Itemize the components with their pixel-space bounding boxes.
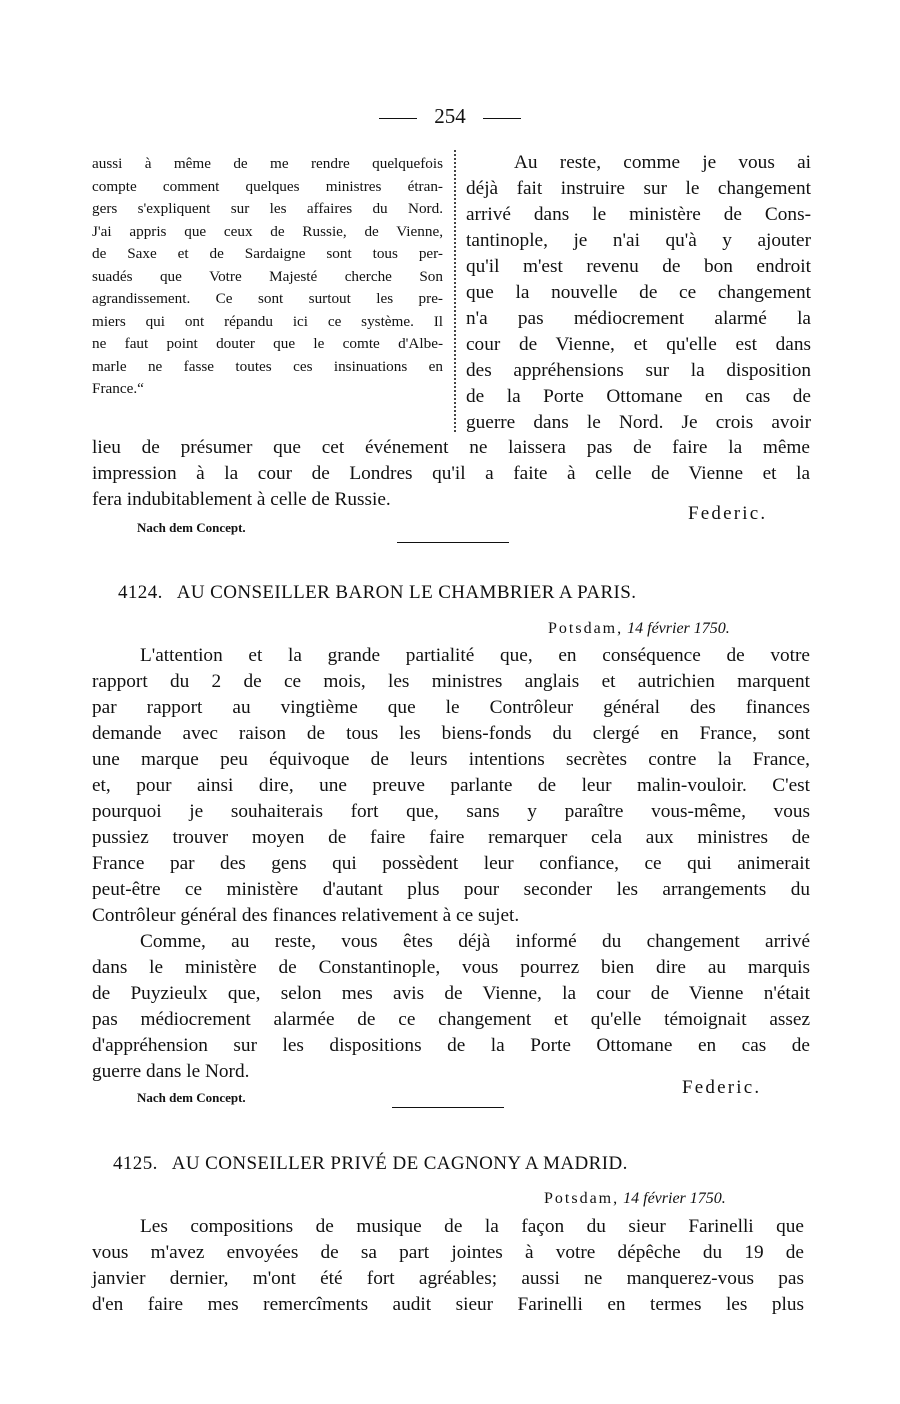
right-column-line: n'a pas médiocrement alarmé la bbox=[466, 308, 811, 329]
page-header bbox=[0, 104, 900, 129]
letter-line: demande avec raison de tous les biens-fonds du clergé en France, sont bbox=[92, 723, 810, 744]
letter-line: peut-être ce ministère d'autant plus pour seconder les arrangements du bbox=[92, 879, 810, 900]
right-column-line: qu'il m'est revenu de bon endroit bbox=[466, 256, 811, 277]
left-column-line: suadés que Votre Majesté cherche Son bbox=[92, 267, 443, 285]
letter-number: 4125. bbox=[113, 1153, 158, 1174]
right-column-line: que la nouvelle de ce changement bbox=[466, 282, 811, 303]
letter-line: une marque peu équivoque de leurs intentions secrètes contre la France, bbox=[92, 749, 810, 770]
letter-line: janvier dernier, m'ont été fort agréables; aussi ne manquerez-vous pas bbox=[92, 1268, 804, 1289]
left-column-line: aussi à même de me rendre quelquefois bbox=[92, 155, 443, 172]
letter-line-text: L'attention et la grande partialité que, en conséquence de votre bbox=[140, 645, 810, 666]
letter-line: d'en faire mes remercîments audit sieur Farinelli en termes les plus bbox=[92, 1294, 804, 1315]
letter-4124-paragraph-2 bbox=[92, 929, 810, 1085]
letter-line: pas médiocrement alarmée de ce changement et qu'elle témoignait assez bbox=[92, 1009, 810, 1030]
right-column-line: des appréhensions sur la disposition bbox=[466, 360, 811, 381]
section-rule bbox=[392, 1107, 504, 1108]
left-column-line: de Saxe et de Sardaigne sont tous per- bbox=[92, 245, 443, 262]
left-column-line: marle ne fasse toutes ces insinuations en bbox=[92, 357, 443, 375]
letter-line: Comme, au reste, vous êtes déjà informé du changement arrivé bbox=[140, 931, 810, 952]
left-column-line: agrandissement. Ce sont surtout les pre- bbox=[92, 290, 443, 307]
right-column-line: Au reste, comme je vous ai bbox=[514, 152, 811, 173]
continuation-line: fera indubitablement à celle de Russie. bbox=[92, 489, 391, 510]
left-column-line: compte comment quelques ministres étran- bbox=[92, 177, 443, 195]
section-rule bbox=[397, 542, 509, 543]
dateline-date: 14 février 1750. bbox=[623, 1190, 726, 1207]
header-dash-left bbox=[379, 118, 417, 119]
continuation-line: lieu de présumer que cet événement ne laissera pas de faire la même bbox=[92, 437, 810, 458]
right-column-line: déjà fait instruire sur le changement bbox=[466, 178, 811, 199]
dateline-place: Potsdam, bbox=[544, 1190, 620, 1207]
column-divider bbox=[454, 150, 456, 432]
left-column-quote bbox=[92, 153, 443, 401]
continuation-paragraph bbox=[92, 435, 810, 513]
right-column-line: tantinople, je n'ai qu'à y ajouter bbox=[466, 230, 811, 251]
left-column-line: J'ai appris que ceux de Russie, de Vienne, bbox=[92, 222, 443, 240]
letter-4125-paragraph-1 bbox=[92, 1214, 804, 1318]
right-column-line: cour de Vienne, et qu'elle est dans bbox=[466, 334, 811, 355]
dateline-place: Potsdam, bbox=[548, 620, 624, 637]
left-column-line: gers s'expliquent sur les affaires du Nord. bbox=[92, 200, 443, 217]
continuation-line: impression à la cour de Londres qu'il a faite à celle de Vienne et la bbox=[92, 463, 810, 484]
right-column-line: guerre dans le Nord. Je crois avoir bbox=[466, 412, 811, 433]
signature: Federic. bbox=[688, 503, 768, 524]
dateline-date: 14 février 1750. bbox=[627, 620, 730, 637]
letter-line: Contrôleur général des finances relativement à ce sujet. bbox=[92, 905, 520, 926]
right-column-text bbox=[466, 150, 811, 436]
letter-recipient: AU CONSEILLER PRIVÉ DE CAGNONY A MADRID. bbox=[171, 1153, 628, 1174]
letter-line: guerre dans le Nord. bbox=[92, 1061, 250, 1082]
letter-line: rapport du 2 de ce mois, les ministres anglais et autrichien marquent bbox=[92, 671, 810, 692]
signature: Federic. bbox=[682, 1077, 762, 1098]
letter-number: 4124. bbox=[118, 582, 163, 603]
letter-line: pussiez trouver moyen de faire faire remarquer cela aux ministres de bbox=[92, 827, 810, 848]
letter-line: vous m'avez envoyées de sa part jointes à votre dépêche du 19 de bbox=[92, 1242, 804, 1263]
letter-line: et, pour ainsi dire, une preuve parlante de leur malin-vouloir. C'est bbox=[92, 775, 810, 796]
dateline-4125 bbox=[544, 1190, 726, 1208]
letter-line: par rapport au vingtième que le Contrôleur général des finances bbox=[92, 697, 810, 718]
concept-note: Nach dem Concept. bbox=[137, 1090, 246, 1105]
page-number: 254 bbox=[434, 104, 466, 128]
two-column-section bbox=[92, 150, 814, 435]
header-dash-right bbox=[483, 118, 521, 119]
letter-line: de Puyzieulx que, selon mes avis de Vienne, la cour de Vienne n'était bbox=[92, 983, 810, 1004]
dateline-4124 bbox=[548, 620, 730, 638]
letter-heading-4125 bbox=[113, 1153, 628, 1175]
left-column-line: ne faut point douter que le comte d'Albe- bbox=[92, 335, 443, 352]
letter-line: dans le ministère de Constantinople, vous pourrez bien dire au marquis bbox=[92, 957, 810, 978]
left-column-line: miers qui ont répandu ici ce système. Il bbox=[92, 312, 443, 330]
letter-line: d'appréhension sur les dispositions de la Porte Ottomane en cas de bbox=[92, 1035, 810, 1056]
letter-line: Les compositions de musique de la façon du sieur Farinelli que bbox=[140, 1216, 804, 1237]
concept-note: Nach dem Concept. bbox=[137, 520, 246, 535]
letter-recipient: AU CONSEILLER BARON LE CHAMBRIER A PARIS. bbox=[176, 582, 637, 603]
letter-heading-4124 bbox=[118, 582, 636, 604]
letter-line: pourquoi je souhaiterais fort que, sans y paraître vous-même, vous bbox=[92, 801, 810, 822]
letter-line bbox=[92, 643, 810, 669]
right-column-line: arrivé dans le ministère de Cons- bbox=[466, 204, 811, 225]
right-column-line: de la Porte Ottomane en cas de bbox=[466, 386, 811, 407]
letter-4124-paragraph-1 bbox=[92, 643, 810, 929]
letter-line: France par des gens qui possèdent leur confiance, ce qui animerait bbox=[92, 853, 810, 874]
left-column-line: France.“ bbox=[92, 380, 144, 397]
